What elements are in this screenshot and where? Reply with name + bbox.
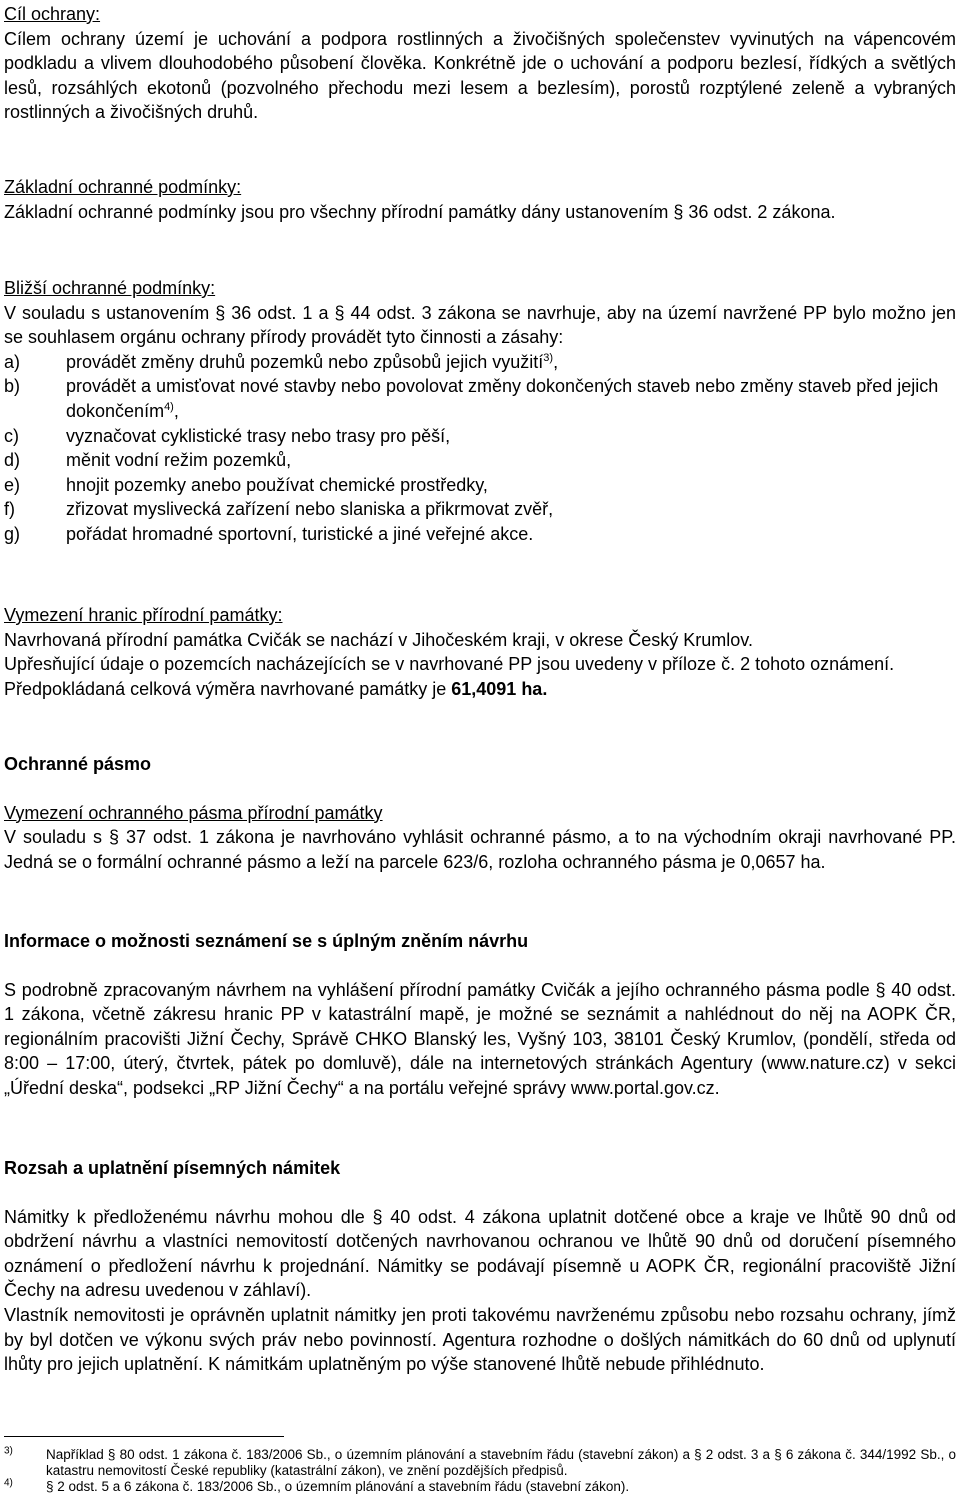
list-item	[4, 473, 956, 498]
section-blizsi-podminky	[4, 276, 956, 547]
paragraph	[4, 677, 956, 702]
list-text: měnit vodní režim pozemků,	[66, 450, 292, 471]
list-text-tail: ,	[553, 351, 559, 372]
section-cil-ochrany	[4, 2, 956, 125]
list-label: c)	[4, 425, 19, 446]
section-heading: Vymezení hranic přírodní památky:	[4, 605, 283, 625]
section-subheading: Vymezení ochranného pásma přírodní památky	[4, 802, 383, 823]
list-label: f)	[4, 499, 15, 520]
section-informace	[4, 929, 956, 1101]
list-label: d)	[4, 450, 21, 471]
list-label: b)	[4, 376, 21, 397]
footnote-text: § 2 odst. 5 a 6 zákona č. 183/2006 Sb., o územním plánování a stavebním řádu (stavební zákon).	[46, 1479, 630, 1494]
paragraph: Cílem ochrany území je uchování a podpora rostlinných a živočišných společenstev vyvinutých na vápencovém podkladu a vlivem dlouhodobého působení člověka. Konkrétně jde o uchování a podporu bezlesí, řídkých a světlých lesů, rozsáhlých ekotonů (pozvolného přechodu mezi lesem a bezlesím), porostů rozptýlené zeleně a vybraných rostlinných a živočišných druhů.	[4, 28, 956, 123]
footnote	[4, 1447, 956, 1479]
list-label: g)	[4, 523, 21, 544]
list-label: a)	[4, 351, 21, 372]
section-heading: Základní ochranné podmínky:	[4, 177, 242, 197]
footnote-divider	[4, 1436, 284, 1437]
paragraph: V souladu s ustanovením § 36 odst. 1 a § 44 odst. 3 zákona se navrhuje, aby na území navržené PP bylo možno jen se souhlasem orgánu ochrany přírody provádět tyto činnosti a zásahy:	[4, 302, 956, 348]
area-value: 61,4091 ha.	[451, 678, 548, 699]
paragraph: Upřesňující údaje o pozemcích nacházejících se v navrhované PP jsou uvedeny v příloze č. 2 tohoto oznámení.	[4, 654, 895, 675]
footnote-mark: 3)	[4, 1445, 13, 1457]
list-item	[4, 448, 956, 473]
list-text: provádět změny druhů pozemků nebo způsobů jejich využití	[66, 351, 544, 372]
section-ochranne-pasmo	[4, 752, 956, 874]
footnote-ref: 4)	[164, 400, 174, 413]
section-heading: Cíl ochrany:	[4, 4, 101, 24]
section-heading: Ochranné pásmo	[4, 754, 152, 774]
section-vymezeni-hranic	[4, 603, 956, 701]
list-text: vyznačovat cyklistické trasy nebo trasy pro pěší,	[66, 425, 451, 446]
list-label: e)	[4, 474, 21, 495]
list-text: hnojit pozemky anebo používat chemické prostředky,	[66, 474, 488, 495]
section-heading: Bližší ochranné podmínky:	[4, 278, 216, 298]
list-item	[4, 424, 956, 449]
paragraph: S podrobně zpracovaným návrhem na vyhlášení přírodní památky Cvičák a jejího ochranného pásma podle § 40 odst. 1 zákona, včetně zákresu hranic PP v katastrální mapě, je možné se seznámit a nahlédnout do něj na AOPK ČR, regionálním pracovišti Jižní Čechy, Správě CHKO Blanský les, Vyšný 103, 38101 Český Krumlov, (pondělí, středa od 8:00 – 17:00, úterý, čtvrtek, pátek po domluvě), dále na internetových stránkách Agentury (www.nature.cz) v sekci „Úřední deska“, podsekci „RP Jižní Čechy“ a na portálu veřejné správy www.portal.gov.cz.	[4, 979, 956, 1098]
list-text-tail: ,	[173, 400, 179, 421]
footnote	[4, 1479, 956, 1495]
list-item	[4, 522, 956, 547]
footnotes	[4, 1436, 956, 1495]
paragraph: Vlastník nemovitosti je oprávněn uplatnit námitky jen proti takovému navrženému způsobu nebo rozsahu ochrany, jímž by byl dotčen ve výkonu svých práv nebo povinností. Agentura rozhodne o došlých námitkách do 60 dnů od uplynutí lhůty pro jejich uplatnění. K námitkám uplatněným po výše stanovené lhůtě nebude přihlédnuto.	[4, 1304, 956, 1375]
section-zakladni-podminky	[4, 175, 956, 224]
list-text: pořádat hromadné sportovní, turistické a jiné veřejné akce.	[66, 523, 534, 544]
area-label: Předpokládaná celková výměra navrhované památky je	[4, 678, 452, 699]
paragraph: V souladu s § 37 odst. 1 zákona je navrhováno vyhlásit ochranné pásmo, a to na východním okraji navrhované PP. Jedná se o formální ochranné pásmo a leží na parcele 623/6, rozloha ochranného pásma je 0,0657 ha.	[4, 827, 956, 872]
paragraph: Základní ochranné podmínky jsou pro všechny přírodní památky dány ustanovením § 36 odst. 2 zákona.	[4, 201, 836, 222]
list-item	[4, 497, 956, 522]
list-text: zřizovat myslivecká zařízení nebo slaniska a přikrmovat zvěř,	[66, 499, 554, 520]
footnote-text: Například § 80 odst. 1 zákona č. 183/2006 Sb., o územním plánování a stavebním řádu (stavební zákon) a § 2 odst. 3 a § 6 zákona č. 344/1992 Sb., o katastru nemovitostí České republiky (katastrální zákon), ve znění pozdějších předpisů.	[46, 1447, 956, 1478]
list-text: provádět a umisťovat nové stavby nebo povolovat změny dokončených staveb nebo změny staveb před jejich dokončením	[66, 376, 939, 421]
footnote-ref: 3)	[543, 351, 554, 364]
paragraph: Námitky k předloženému návrhu mohou dle § 40 odst. 4 zákona uplatnit dotčené obce a kraje ve lhůtě 90 dnů od obdržení návrhu a vlastníci nemovitostí dotčených navrhovanou ochranou ve lhůtě 90 dnů od doručení písemného oznámení o předložení návrhu k projednání. Námitky se podávají písemně u AOPK ČR, regionální pracoviště Jižní Čechy na adresu uvedenou v záhlaví).	[4, 1206, 956, 1301]
section-heading: Informace o možnosti seznámení se s úplným zněním návrhu	[4, 931, 529, 951]
footnote-mark: 4)	[4, 1477, 13, 1489]
conditions-list	[4, 350, 956, 547]
list-item	[4, 374, 956, 423]
section-namitky	[4, 1156, 956, 1377]
list-item	[4, 350, 956, 375]
section-heading: Rozsah a uplatnění písemných námitek	[4, 1158, 341, 1178]
paragraph: Navrhovaná přírodní památka Cvičák se nachází v Jihočeském kraji, v okrese Český Krumlov.	[4, 629, 753, 650]
